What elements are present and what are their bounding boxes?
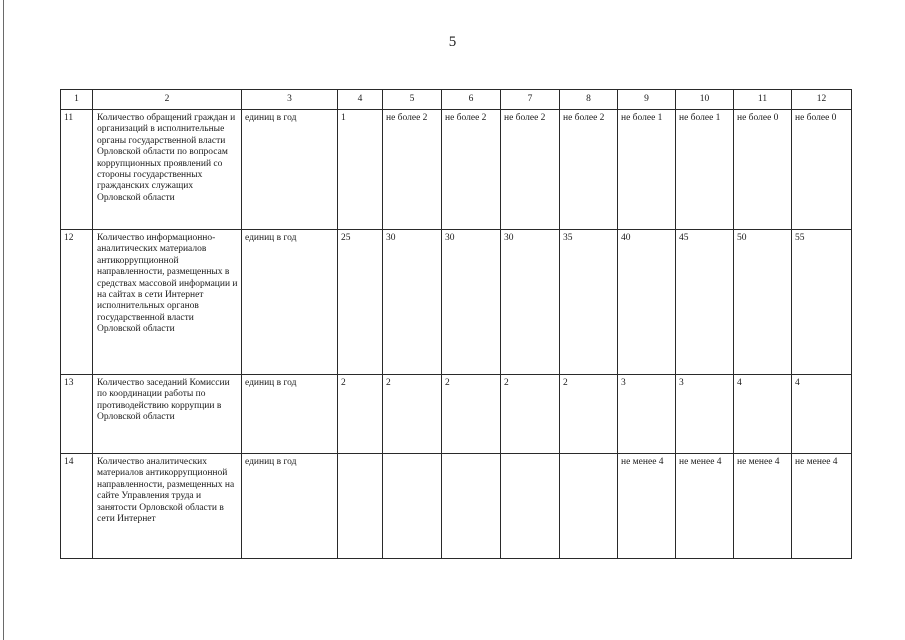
- value-cell: не более 0: [792, 110, 852, 230]
- page-edge-line: [3, 0, 4, 640]
- indicator-description: Количество информационно-аналитических материалов антикоррупционной направленности, размещенных в средствах массовой информации и на сайтах в сети Интернет исполнительных органов государственной власти Орловской области: [93, 230, 242, 375]
- value-cell: [501, 454, 560, 559]
- unit-of-measure: единиц в год: [242, 454, 338, 559]
- value-cell: [338, 454, 383, 559]
- value-cell: [560, 454, 618, 559]
- value-cell: 30: [501, 230, 560, 375]
- value-cell: 1: [338, 110, 383, 230]
- value-cell: 2: [442, 375, 501, 454]
- value-cell: 25: [338, 230, 383, 375]
- table-row: [61, 110, 852, 230]
- value-cell: 4: [792, 375, 852, 454]
- table-row: [61, 454, 852, 559]
- value-cell: 30: [442, 230, 501, 375]
- indicator-description: Количество аналитических материалов антикоррупционной направленности, размещенных на сайте Управления труда и занятости Орловской области в сети Интернет: [93, 454, 242, 559]
- column-header: 8: [560, 90, 618, 110]
- value-cell: не более 2: [383, 110, 442, 230]
- value-cell: 3: [676, 375, 734, 454]
- column-header: 1: [61, 90, 93, 110]
- value-cell: 2: [383, 375, 442, 454]
- column-header: 3: [242, 90, 338, 110]
- value-cell: 35: [560, 230, 618, 375]
- column-header: 6: [442, 90, 501, 110]
- unit-of-measure: единиц в год: [242, 375, 338, 454]
- column-header: 12: [792, 90, 852, 110]
- unit-of-measure: единиц в год: [242, 110, 338, 230]
- value-cell: не более 2: [501, 110, 560, 230]
- value-cell: 40: [618, 230, 676, 375]
- row-number: 13: [61, 375, 93, 454]
- value-cell: не менее 4: [734, 454, 792, 559]
- unit-of-measure: единиц в год: [242, 230, 338, 375]
- value-cell: [442, 454, 501, 559]
- value-cell: не более 1: [618, 110, 676, 230]
- value-cell: не более 2: [442, 110, 501, 230]
- value-cell: 2: [501, 375, 560, 454]
- column-header: 5: [383, 90, 442, 110]
- table-row: [61, 230, 852, 375]
- value-cell: [383, 454, 442, 559]
- page-number: 5: [448, 34, 457, 50]
- value-cell: 50: [734, 230, 792, 375]
- value-cell: не более 2: [560, 110, 618, 230]
- value-cell: не менее 4: [618, 454, 676, 559]
- indicator-table: [60, 89, 852, 559]
- value-cell: 2: [560, 375, 618, 454]
- table-row: [61, 375, 852, 454]
- value-cell: не более 1: [676, 110, 734, 230]
- column-header: 4: [338, 90, 383, 110]
- value-cell: 45: [676, 230, 734, 375]
- row-number: 14: [61, 454, 93, 559]
- column-header: 11: [734, 90, 792, 110]
- value-cell: не менее 4: [676, 454, 734, 559]
- indicator-description: Количество заседаний Комиссии по координации работы по противодействию коррупции в Орловской области: [93, 375, 242, 454]
- row-number: 12: [61, 230, 93, 375]
- value-cell: не менее 4: [792, 454, 852, 559]
- value-cell: 2: [338, 375, 383, 454]
- value-cell: 4: [734, 375, 792, 454]
- column-header: 7: [501, 90, 560, 110]
- column-header: 10: [676, 90, 734, 110]
- table-header-row: [61, 90, 852, 110]
- value-cell: 3: [618, 375, 676, 454]
- column-header: 2: [93, 90, 242, 110]
- value-cell: 55: [792, 230, 852, 375]
- indicator-description: Количество обращений граждан и организаций в исполнительные органы государственной власти Орловской области по вопросам коррупционных проявлений со стороны государственных гражданских служащих Орловской области: [93, 110, 242, 230]
- value-cell: не более 0: [734, 110, 792, 230]
- value-cell: 30: [383, 230, 442, 375]
- row-number: 11: [61, 110, 93, 230]
- column-header: 9: [618, 90, 676, 110]
